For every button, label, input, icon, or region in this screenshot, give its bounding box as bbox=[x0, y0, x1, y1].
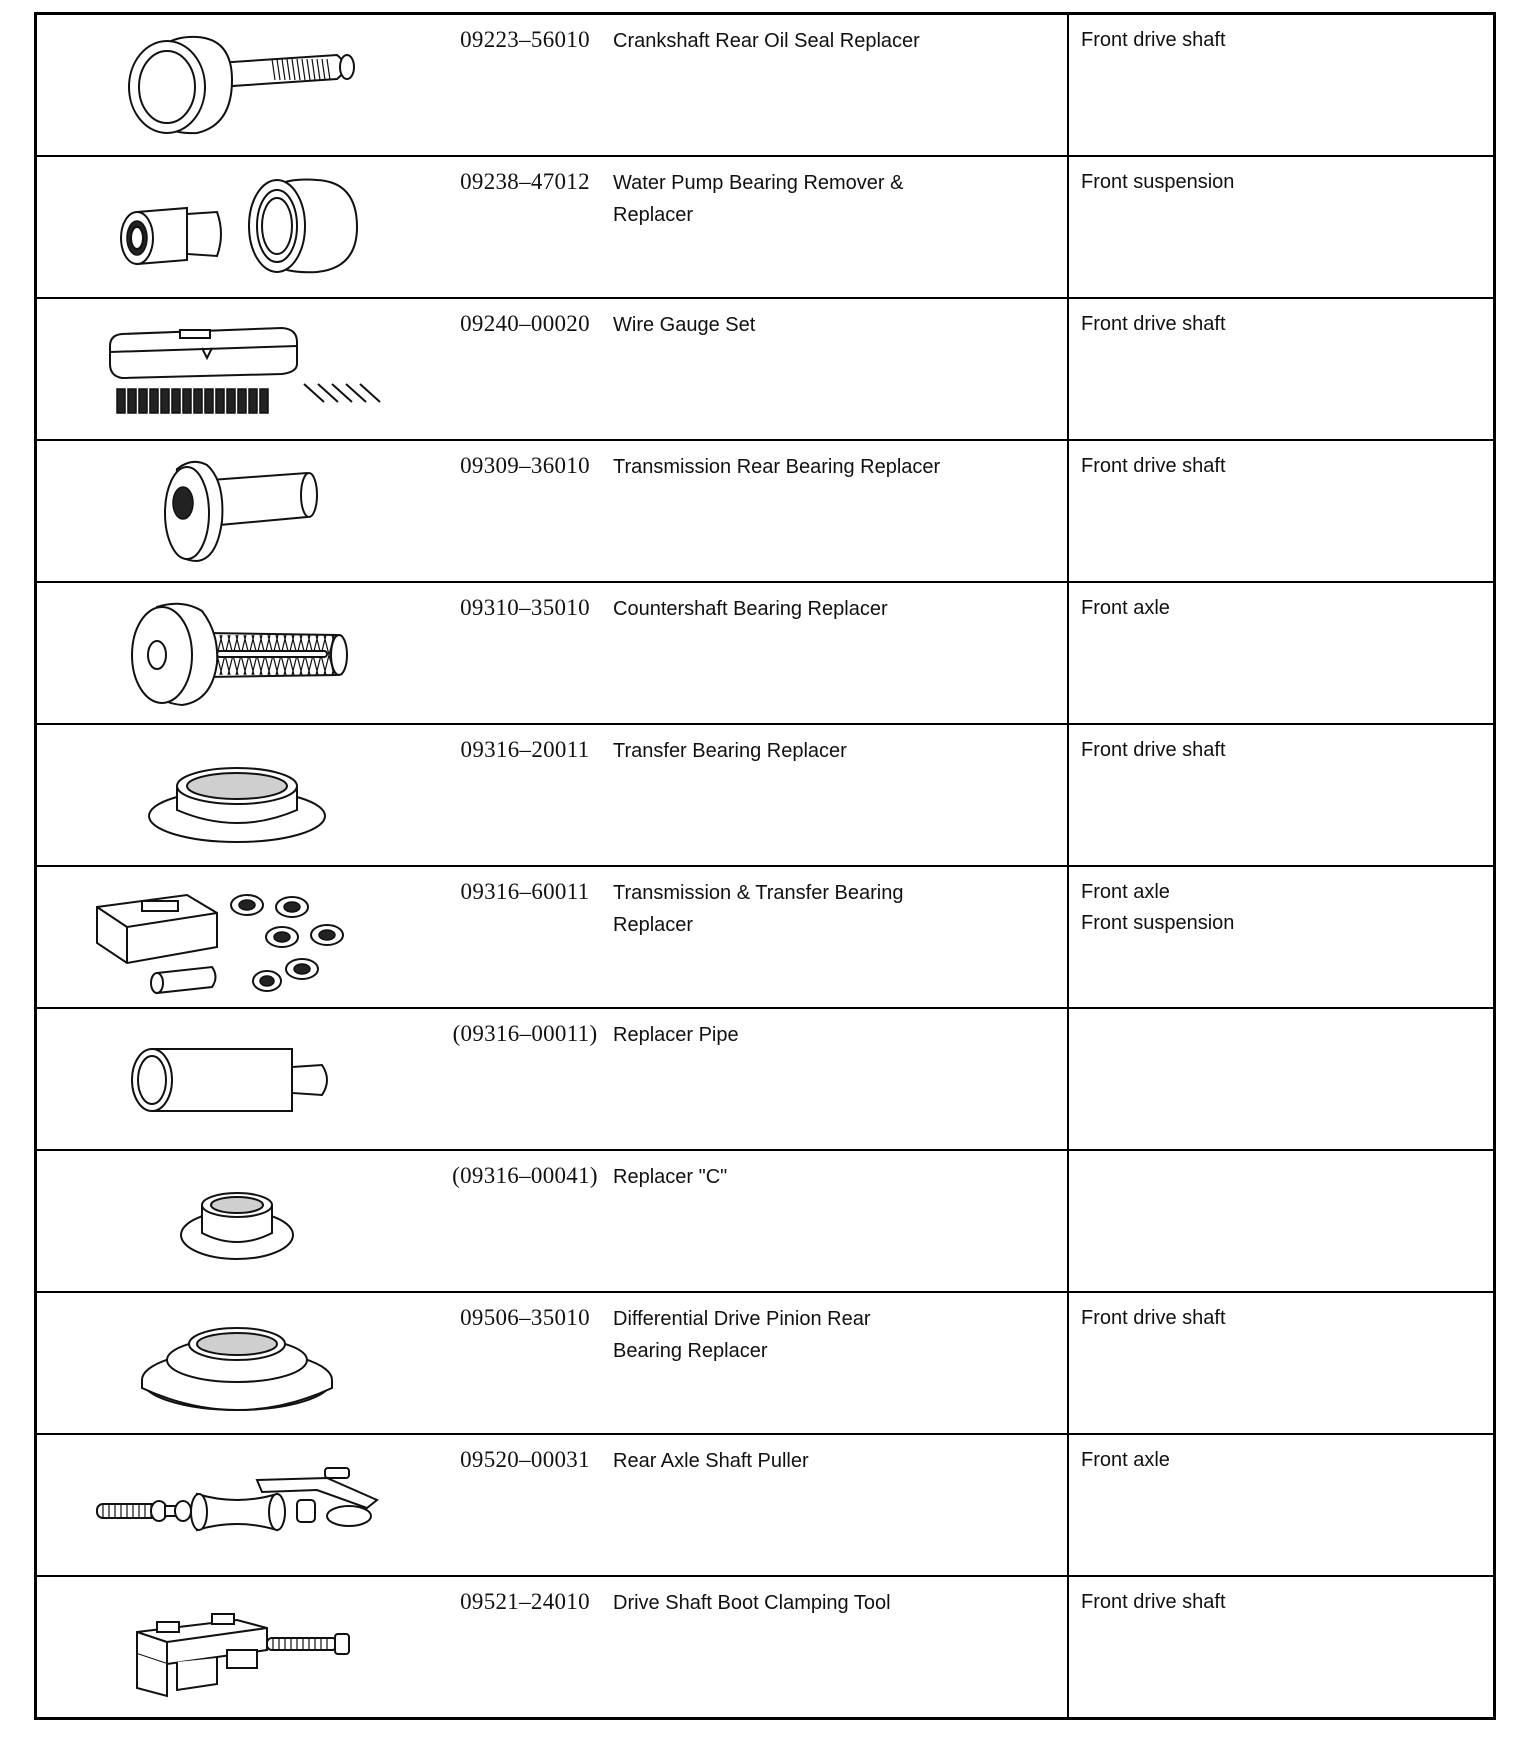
part-number: 09506–35010 bbox=[460, 1305, 590, 1330]
wire-gauge-set-icon bbox=[37, 299, 437, 439]
tool-name-cell bbox=[613, 14, 1068, 157]
usage-item: Front axle bbox=[1081, 881, 1170, 903]
tool-name: Transfer Bearing Replacer bbox=[613, 740, 847, 762]
part-number-cell bbox=[437, 1008, 613, 1150]
tool-row bbox=[36, 156, 1495, 298]
usage-item: Front drive shaft bbox=[1081, 739, 1226, 761]
part-number-cell bbox=[437, 14, 613, 157]
usage-item: Front suspension bbox=[1081, 171, 1235, 193]
part-number-cell bbox=[437, 1150, 613, 1292]
transmission-transfer-bearing-replacer-set-icon bbox=[37, 867, 437, 1007]
usage-list bbox=[1069, 867, 1493, 939]
tool-name-cell bbox=[613, 1292, 1068, 1434]
tool-name-cell bbox=[613, 1576, 1068, 1719]
part-number: 09520–00031 bbox=[460, 1447, 590, 1472]
replacer-c-icon bbox=[37, 1151, 437, 1291]
part-number-cell bbox=[437, 298, 613, 440]
tool-name-cell bbox=[613, 1150, 1068, 1292]
usage-list bbox=[1069, 299, 1493, 340]
tool-row bbox=[36, 298, 1495, 440]
tool-row bbox=[36, 14, 1495, 157]
usage-item: Front axle bbox=[1081, 1449, 1170, 1471]
tool-illustration-cell bbox=[36, 1576, 438, 1719]
countershaft-bearing-replacer-icon bbox=[37, 583, 437, 723]
replacer-pipe-icon bbox=[37, 1009, 437, 1149]
part-number: 09316–60011 bbox=[460, 879, 590, 904]
tool-illustration-cell bbox=[36, 1150, 438, 1292]
tool-name-cell bbox=[613, 298, 1068, 440]
part-number: 09240–00020 bbox=[460, 311, 590, 336]
part-number-cell bbox=[437, 582, 613, 724]
tool-row bbox=[36, 1150, 1495, 1292]
tool-name: Rear Axle Shaft Puller bbox=[613, 1450, 809, 1472]
tool-illustration-cell bbox=[36, 1008, 438, 1150]
tool-name: Replacer "C" bbox=[613, 1166, 728, 1188]
crankshaft-rear-oil-seal-replacer-icon bbox=[37, 15, 437, 155]
tool-name: Drive Shaft Boot Clamping Tool bbox=[613, 1592, 891, 1614]
usage-item: Front drive shaft bbox=[1081, 1591, 1226, 1613]
part-number: 09238–47012 bbox=[460, 169, 590, 194]
usage-list bbox=[1069, 15, 1493, 56]
tool-name: Replacer Pipe bbox=[613, 1024, 739, 1046]
usage-section-cell bbox=[1068, 1292, 1495, 1434]
tool-name-cell bbox=[613, 156, 1068, 298]
usage-list bbox=[1069, 1577, 1493, 1618]
part-number-cell bbox=[437, 724, 613, 866]
part-number-cell bbox=[437, 1292, 613, 1434]
tool-row bbox=[36, 582, 1495, 724]
usage-list bbox=[1069, 725, 1493, 766]
tool-row bbox=[36, 724, 1495, 866]
water-pump-bearing-remover-replacer-icon bbox=[37, 157, 437, 297]
tool-name-cell bbox=[613, 440, 1068, 582]
usage-item: Front axle bbox=[1081, 597, 1170, 619]
usage-section-cell bbox=[1068, 298, 1495, 440]
tool-name: Crankshaft Rear Oil Seal Replacer bbox=[613, 30, 920, 52]
tool-illustration-cell bbox=[36, 866, 438, 1008]
usage-item: Front suspension bbox=[1081, 912, 1235, 934]
tool-name-cell bbox=[613, 1008, 1068, 1150]
transfer-bearing-replacer-icon bbox=[37, 725, 437, 865]
part-number: 09521–24010 bbox=[460, 1589, 590, 1614]
tool-illustration-cell bbox=[36, 156, 438, 298]
part-number: 09223–56010 bbox=[460, 27, 590, 52]
tool-row bbox=[36, 440, 1495, 582]
tool-illustration-cell bbox=[36, 440, 438, 582]
usage-item: Front drive shaft bbox=[1081, 1307, 1226, 1329]
part-number-cell bbox=[437, 440, 613, 582]
part-number: (09316–00011) bbox=[452, 1021, 598, 1046]
usage-section-cell bbox=[1068, 1008, 1495, 1150]
tool-illustration-cell bbox=[36, 14, 438, 157]
tool-name: Differential Drive Pinion Rear Bearing Replacer bbox=[613, 1308, 871, 1362]
tool-name: Wire Gauge Set bbox=[613, 314, 756, 336]
tool-rows bbox=[36, 14, 1495, 1719]
tool-row bbox=[36, 1434, 1495, 1576]
tool-illustration-cell bbox=[36, 724, 438, 866]
differential-drive-pinion-rear-bearing-replacer-icon bbox=[37, 1293, 437, 1433]
tool-row bbox=[36, 1576, 1495, 1719]
tool-illustration-cell bbox=[36, 1292, 438, 1434]
usage-section-cell bbox=[1068, 440, 1495, 582]
tool-illustration-cell bbox=[36, 1434, 438, 1576]
tool-name: Transmission Rear Bearing Replacer bbox=[613, 456, 941, 478]
usage-section-cell bbox=[1068, 724, 1495, 866]
usage-list bbox=[1069, 441, 1493, 482]
tool-illustration-cell bbox=[36, 582, 438, 724]
usage-section-cell bbox=[1068, 582, 1495, 724]
tool-name-cell bbox=[613, 582, 1068, 724]
part-number: 09309–36010 bbox=[460, 453, 590, 478]
usage-section-cell bbox=[1068, 1150, 1495, 1292]
tool-name-cell bbox=[613, 724, 1068, 866]
rear-axle-shaft-puller-icon bbox=[37, 1435, 437, 1575]
tool-name-cell bbox=[613, 866, 1068, 1008]
usage-section-cell bbox=[1068, 1434, 1495, 1576]
part-number-cell bbox=[437, 1434, 613, 1576]
part-number: 09310–35010 bbox=[460, 595, 590, 620]
usage-section-cell bbox=[1068, 1576, 1495, 1719]
usage-section-cell bbox=[1068, 156, 1495, 298]
part-number: 09316–20011 bbox=[460, 737, 590, 762]
usage-section-cell bbox=[1068, 14, 1495, 157]
usage-section-cell bbox=[1068, 866, 1495, 1008]
usage-item: Front drive shaft bbox=[1081, 313, 1226, 335]
tool-row bbox=[36, 1008, 1495, 1150]
part-number-cell bbox=[437, 156, 613, 298]
usage-list bbox=[1069, 157, 1493, 198]
usage-list bbox=[1069, 1009, 1493, 1019]
tool-illustration-cell bbox=[36, 298, 438, 440]
usage-list bbox=[1069, 1435, 1493, 1476]
usage-item: Front drive shaft bbox=[1081, 29, 1226, 51]
part-number-cell bbox=[437, 1576, 613, 1719]
part-number: (09316–00041) bbox=[452, 1163, 598, 1188]
usage-list bbox=[1069, 1293, 1493, 1334]
tool-row bbox=[36, 866, 1495, 1008]
special-service-tools-table bbox=[34, 12, 1496, 1720]
tool-name: Countershaft Bearing Replacer bbox=[613, 598, 888, 620]
part-number-cell bbox=[437, 866, 613, 1008]
tool-name: Transmission & Transfer Bearing Replacer bbox=[613, 882, 904, 936]
transmission-rear-bearing-replacer-icon bbox=[37, 441, 437, 581]
tool-name-cell bbox=[613, 1434, 1068, 1576]
usage-list bbox=[1069, 1151, 1493, 1161]
usage-list bbox=[1069, 583, 1493, 624]
usage-item: Front drive shaft bbox=[1081, 455, 1226, 477]
tool-name: Water Pump Bearing Remover & Replacer bbox=[613, 172, 904, 226]
drive-shaft-boot-clamping-tool-icon bbox=[37, 1577, 437, 1717]
tool-row bbox=[36, 1292, 1495, 1434]
